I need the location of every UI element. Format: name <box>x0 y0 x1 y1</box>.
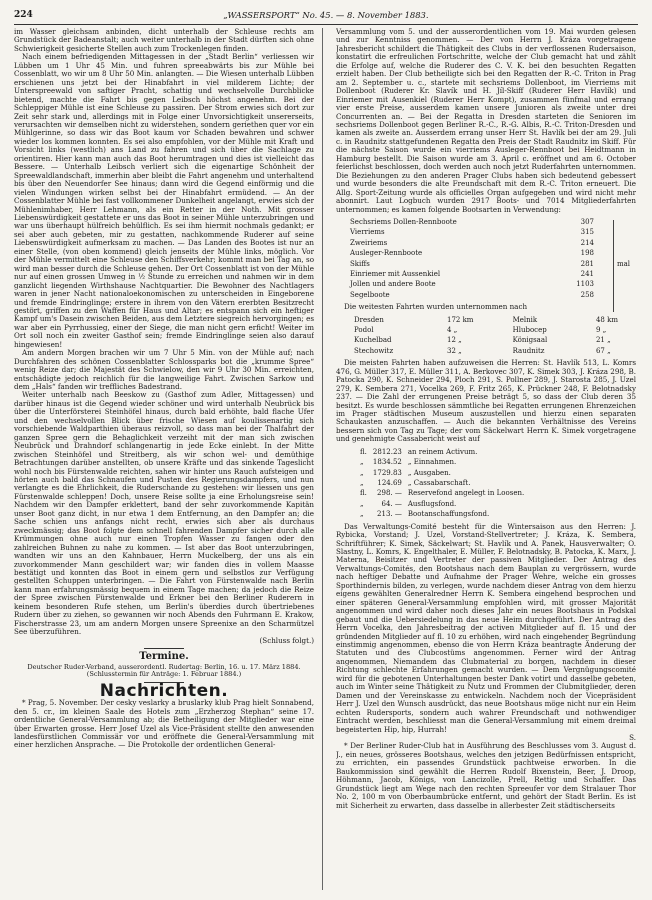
right-signature: S. <box>629 733 636 742</box>
fahrt-cell: 32 „ <box>446 346 462 355</box>
cash-cell: Reservefond angelegt in Loosen. <box>407 489 525 498</box>
cash-cell: „ Cassabarschaft. <box>407 479 471 488</box>
boats-suffix: mal <box>616 259 630 268</box>
cash-cell: „ <box>360 499 364 508</box>
column-divider <box>322 28 323 890</box>
right-paragraph-3: Das Verwaltungs-Comité besteht für die Wintersaison aus den Herren: J. Rybicka, Vorstand; J. Uzel, Vorstand-Stellvertreter; J. Kráza, K. Sembera, Schriftführer; K. Simek, Säckelwart; St. Havlík und A. Panek, Hausverwalter; O. Slastny, L. Komrs, K. Engelthaler, E. Müller, F. Belotnadsky, B. Patocka, K. Marx, J. Materna, Beisitzer und Vertreter der passiven Mitglieder. Der Antrag des Verwaltungs-Comités, den Bootshaus nach dem Bauplan zu vergrössern, wurde nach heftiger Debatte und Aufnahme der Prager Wehre, welche ein grosses Sporthindernis bilden, zu verlegen, wurde nachdem dieser Antrag von dem hierzu eigens gewählten Generalredner Herrn K. Sembera eingehend besprochen und einer späteren General-Versammlung empfohlen wird, mit grosser Majorität angenommen und wird daher noch dieses Jahr ein neues Bootshaus in Podskal gebaut und die Uebersiedelung in das neue Heim durchgeführt. Der Antrag des Herrn Vocelka, den Jahresbeitrag der activen Mitglieder auf fl. 15 und der gründenden Mitglieder auf fl. 10 zu erhöhen, wird nach eingehender Begründung einstimmig angenommen, ebenso die von Herrn Kráza beantragte Änderung der Statuten und des Clubcostüms angenommen. Ferner wird der Antrag angenommen, Niemandem das Clubmaterial zu borgen, nachdem in dieser Richtung schlechte Erfahrungen gemacht wurden. — Dem Vergnügungscomité wird für die gebotenen Unterhaltungen bester Dank votirt und dasselbe gebeten, auch im Winter seine Thätigkeit zu Nutz und Frommen der Clubmitglieder, deren Damen und der Vereinskasse zu entwickeln. Nachdem noch der Vicepräsident Herr J. Uzel den Wunsch ausdrückt, das neue Bootshaus möge nicht nur ein Heim echten Rudersports, sondern auch wahrer Freundschaft und nothwendiger Eintracht werden, beschliesst man die General-Versammlung mit einem dreimal begeisterten Hip, hip, Hurrah! <box>336 521 636 734</box>
boat-count: 241 <box>580 270 594 278</box>
publication-title: „WASSERSPORT“ No. 45. — 8. November 1883. <box>223 10 429 20</box>
fahrt-cell: 21 „ <box>595 336 611 345</box>
cash-cell: „ <box>360 468 364 477</box>
termine-text: Deutscher Ruder-Verband, ausserordentl. Rudertag: Berlin, 16. u. 17. März 1884. (Schlusstermin für Anträge: 1. Februar 1884.) <box>27 662 301 679</box>
right-intro: Versammlung vom 5. und der ausserordentlichen vom 19. Mai wurden gelesen und zur Kenntniss genommen. — Der von Herrn J. Kráza vorgetragene Jahresbericht schildert die Thätigkeit des Clubs in der verflossenen Rudersaison, konstatirt die erfreulichen Fortschritte, welche der Club gemacht hat und zählt die Erfolge auf, welche die Ruderer des C. V. K. bei den besuchten Regatten erzielt haben. Der Club betheiligte sich bei den Regatten der R.-C. Triton in Prag am 2. September u. c., startete mit sechsriems Dollenboot, im Vierriems mit Dollenboot (Ruderer Kr. Slavík und H. Jíl-Skiff (Ruderer Herr Havlík) und Einriemer mit Ausenkiel (Ruderer Herr Kompt), zusammen fünfmal und errang vier erste Preise, ausserdem kamen unsere Junioren als zweite unter drei Concurrenten an. — Bei der Regatta in Dresden starteten die Senioren im sechsriems Dollenboot gegen Berliner R.-C., R.-G. Albis, R.-C. Triton-Dresden und kamen als zweite an. Ausserdem errang unser Herr St. Havlík bei der am 29. Juli c. in Raudnitz stattgefundenen Regatta den Preis der Stadt Raudnitz im Skiff. Für die nächste Saison wurde ein vierriems Ausleger-Rennboot bei Heidtmann in Hamburg bestellt. Die Saison wurde am 3. April c. eröffnet und am 6. October feierlichst beschlossen, doch werden auch noch jetzt Ruderfahrten unternommen. Die Beziehungen zu den anderen Prager Clubs haben sich bedeutend gebessert und wurde besonders die alte Freundschaft mit dem R.-C. Triton erneuert. Die Allg. Sport-Zeitung wurde als officielles Organ aufgegeben und wird nicht mehr abonnirt. Laut Logbuch wurden 2917 Boots- und 7014 Mitgliederfahrten unternommen; es kamen folgende Bootsarten in Verwendung: <box>336 28 636 214</box>
cash-row <box>360 510 528 518</box>
cash-row <box>360 458 528 466</box>
cash-cell: 124.69 <box>377 479 402 488</box>
cash-cell: fl. <box>360 447 367 456</box>
boats-table <box>348 216 636 301</box>
boat-name: Vierriems <box>350 228 385 237</box>
fahrt-row <box>354 336 636 344</box>
cash-cell: 64. — <box>381 499 402 508</box>
section-divider <box>144 648 184 649</box>
nachrichten-title: Nachrichten. <box>99 680 229 701</box>
nachrichten-paragraph: * Prag, 5. November. Der cesky veslarky a bruslarky klub Prag hielt Sonnabend, den 5. cr., im kleinen Saale des Hotels zum „Erzherzog Stephan“ seine 17. ordentliche General-Versammlung ab; die Betheiligung der Mitglieder war eine über Erwarten grosse. Herr Josef Uzel als Vice-Präsident stellte den anwesenden landesfürstlichen Commissär vor und eröffnete die General-Versammlung mit einer herzlichen Ansprache. — Die Protokolle der ordentlichen General- <box>14 698 314 750</box>
boat-count: 214 <box>580 238 594 247</box>
boat-row <box>350 249 634 257</box>
cash-row <box>360 469 528 477</box>
article-signature: (Schluss folgt.) <box>259 635 314 645</box>
fahrt-cell: 48 km <box>595 315 618 324</box>
boat-row <box>350 218 634 226</box>
boat-row <box>350 228 634 236</box>
fahrt-cell: Dresden <box>354 315 384 324</box>
cash-cell: „ <box>360 510 364 519</box>
cash-cell: „ <box>360 458 364 467</box>
boat-name: Sechsriems Dollen-Rennboote <box>350 217 457 226</box>
cash-cell: 1834.52 <box>372 458 402 467</box>
fahrt-cell: Melnik <box>512 315 538 324</box>
cash-cell: an reinem Activum. <box>407 447 478 456</box>
boat-name: Zweiriems <box>350 238 388 247</box>
fahrt-cell: 172 km <box>446 315 474 324</box>
termine-section <box>14 653 314 679</box>
boat-count: 307 <box>580 217 594 226</box>
fahrt-cell: 9 „ <box>595 326 607 335</box>
cash-cell: „ <box>360 479 364 488</box>
cash-row <box>360 448 528 456</box>
header-rule <box>14 24 638 25</box>
boat-name: Skiffs <box>350 259 370 268</box>
fahrt-cell: Hlubocep <box>512 326 547 335</box>
boat-row <box>350 270 634 278</box>
cash-cell: 2812.23 <box>372 447 402 456</box>
fahrt-row <box>354 326 636 334</box>
fahrt-row <box>354 316 636 324</box>
fahrt-cell: Kuchelbad <box>354 336 392 345</box>
boat-count: 258 <box>580 290 594 299</box>
cash-cell: 1729.83 <box>372 468 402 477</box>
boat-name: Segelboote <box>350 290 390 299</box>
boat-count: 198 <box>580 249 594 258</box>
left-paragraph-4: Weiter unterhalb nach Beeskow zu (Gasthof zum Adler, Mittagessen) und darüber hinaus ist die Gegend wieder schöner und wird unterhalb Neubrück bis über die Unterförsterei Steinhöfel hinaus, durch bald erhöhte, bald flache Ufer und den wechselvollen Blick über frische Wiesen auf koulissenartig sich vorschiebende Waldparthien überaus reizvoll, so dass man bei der Thalfahrt der ganzen Spree gern die Behaglichkeit verzeiht mit der man sich zwischen Neubrück und Drahndorf schlangenartig in jede Ecke einlebt. In der Mitte zwischen Steinhöfel und Streitberg, als wir schon wel- und demüthige Betrachtungen darüber anstellten, ob unsere Kräfte und das sinkende Tageslicht wohl noch bis Fürstenwalde reichten, sahen wir hinter uns Rauch aufsteigen und hörten auch bald das Schnaufen und Pusten des Regierungsdampfers, und nun verlangte es die Ehrlichkeit, die Ruderschande zu gestehen: wir liessen uns gen Fürstenwalde schleppen! Doch, unsere Reise sollte ja eine Erholungsreise sein! Nachdem wir den Dampfer erklettert, band der sehr zuvorkommende Kapitän unser Boot ganz dicht, in nur etwa 1 dem Entfernung, an den Dampfer an; die Sache schien uns anfangs nicht recht, erwies sich aber als durchaus zweckmässig; das Boot folgte dem schnell fahrenden Dampfer sicher durch alle Krümmungen ohne auch nur einen Tropfen Wasser zu fangen oder den zahlreichen Buhnen zu nahe zu kommen. — Ist aber das Boot unterzubringen, wandten wir uns an den Kahnbauer, Herrn Muckelberg, der uns als ein zuvorkommender Mann geschildert war; wir fanden dies in vollem Maasse bestätigt und konnten das Boot in einem gern und selbstlos zur Verfügung gestellten Schuppen unterbringen. — Die Fahrt von Fürstenwalde nach Berlin kann man erfahrungsmässig bequem in einem Tage machen; da jedoch die Reize der Spree zwischen Fürstenwalde und Erkner bei den Berliner Ruderern in keinem besonderen Rufe stehen, um Berlin's überdies durch übertriebenes Rudern über zu ziehen, so gewannen wir noch Abends den Fuhrmann E. Krakow, Fischerstrasse 23, um am andern Morgen unsere Spreenixe an den Scharmützel See überzuführen. <box>14 390 314 637</box>
cash-cell: Ausflugsfond. <box>407 499 457 508</box>
boat-name: Einriemer mit Aussenkiel <box>350 270 441 278</box>
boat-count: 281 <box>580 259 594 268</box>
cash-cell: „ Einnahmen. <box>407 458 457 467</box>
fahrt-cell: Stechowitz <box>354 346 394 355</box>
right-column <box>336 28 636 890</box>
boat-row <box>350 239 634 247</box>
fahrt-cell: 12 „ <box>446 336 462 345</box>
termine-title: Termine. <box>139 651 189 663</box>
fahrt-cell: Raudnitz <box>512 346 545 355</box>
cash-row <box>360 500 528 508</box>
left-paragraph-1: im Wasser gleichsam anbinden, dicht unterhalb der Schleuse rechts am Grundstück der Badeanstalt; auch weiter unterhalb in der Stadt dürften sich ohne Schwierigkeit gesicherte Stellen auch zum Trockenlegen finden. <box>14 28 314 53</box>
brace-line <box>613 220 614 312</box>
cash-cell: fl. <box>360 489 367 498</box>
left-paragraph-3: Am andern Morgen brachen wir um 7 Uhr 5 Min. von der Mühle auf; nach Durchfahren des schönen Cossenblatter Schlossparks bot die „krumme Spree“ wenig Reize dar; die Majestät des Schwielow, den wir 9 Uhr 30 Min. erreichten, entschädigte jedoch reichlich für die langweilige Fahrt. Zwischen Sarkow und dem „Hals“ fanden wir treffliches Badestrand. <box>14 348 314 392</box>
fahrten-intro: Die weitesten Fahrten wurden unternommen nach <box>344 302 528 312</box>
boat-row <box>350 260 634 268</box>
boat-name: Ausleger-Rennboote <box>350 249 423 258</box>
cash-table <box>358 446 530 521</box>
fahrt-cell: 67 „ <box>595 346 611 355</box>
boat-name: Jollen und andere Boote <box>350 280 436 289</box>
fahrten-table <box>352 314 636 358</box>
cash-row <box>360 479 528 487</box>
boat-row <box>350 280 634 288</box>
right-paragraph-2: Die meisten Fahrten haben aufzuweisen die Herren: St. Havlík 513, L. Komrs 476, G. Müller 317, E. Müller 311, A. Berkovec 307, K. Simek 303, J. Kráza 298, B. Patocka 290, K. Schneider 294, Ploch 291, S. Pollner 289, J. Starosta 285, J. Uzel 279, K. Sembera 271, Vocelka 269, F. Fritz 265, K. Prückner 248, F. Belotnadsky 237. — Die Zahl der errungenen Preise beträgt 5, so dass der Club deren 35 besitzt. Es wurde beschlossen sämmtliche bei Regatten errungenen Ehrenzeichen im Prager städtischen Museum auszustellen und hierzu einen separaten Schaukasten anzuschaffen. — Auch die bekannten Verhältnisse des Vereins bessern sich von Tag zu Tage; der vom Säckelwart Herrn K. Simek vorgetragene und genehmigte Cassabericht weist auf <box>336 358 636 444</box>
right-paragraph-4: * Der Berliner Ruder-Club hat in Ausführung des Beschlusses vom 3. August d. J., ein neues, grösseres Bootshaus, welches den jetzigen Bedürfnissen entspricht, zu errichten, ein passendes Grundstück pachtweise erworben. In die Baukommission sind gewählt die Herren Rudolf Bixenstein, Beer, J. Droop, Höhmann, Jacob, Königs, von Lancizolle, Prell, Rettig und Schaffer. Das Grundstück liegt am Wege nach den rechten Spreeufer vor dem Stralauer Thor No. 2, 100 m von Oberbaumbrücke entfernt, und gehört der Stadt Berlin. Es ist mit Sicherheit zu erwarten, dass dasselbe in allerbester Zeit städtischerseits <box>336 741 636 810</box>
cash-row <box>360 489 528 497</box>
boat-count: 1103 <box>576 280 594 289</box>
left-paragraph-2: Nach einem befriedigenden Mittagessen in der „Stadt Berlin“ verliessen wir Lübben um 1 Uhr 45 Min. und fuhren spreeabwärts bis zur Mühle bei Cossenblatt, wo wir um 8 Uhr 50 Min. anlangten. — Die Wiesen unterhalb Lübben erschienen uns jetzt bei der Hinabfahrt in viel milderem Lichte; der Unterspreewald von saftiger Pracht, schattig und wechselvolle Durchblicke bietend, machte die Fahrt bis gegen Leibsch höchst angenehm. Bei der Schleppiger Mühle ist eine Schleuse zu passiren. Der Strom erwies sich dort zur Zeit sehr stark und, allerdings mit in Folge einer Unvorsichtigkeit unsererseits, verursachten wir demselben nicht zu widerstehen, sondern geriethen quer vor ein Mühlgerinne, so dass wir das Boot kaum vor Schaden bewahren und schwer wieder los kommen konnten. Es sei also empfohlen, vor der Mühle mit Kraft und Vorsicht links (westlich) ans Land zu fahren und sich über die Sachlage zu orientiren. Hier kann man auch das Boot herumtragen und dies ist vielleicht das Bessere. — Unterhalb Leibsch verliert sich die eigenartige Schönheit der Spreewaldlandschaft, immerhin aber bleibt die Fahrt angenehm und unterhaltend bis über den Neuendorfer See hinaus; dann wird die Gegend einförmig und die vielen Windungen wirken selbst bei der Hinabfahrt ermüdend. — An der Cossenblatter Mühle bei fast vollkommener Dunkelheit angelangt, erwies sich der Mühlenimhaber, Herr Lehmann, als ein Retter in der Noth. Mit grosser Liebenswürdigkeit gestattete er uns das Boot in seiner Mühle unterzubringen und war uns überhaupt hülfreich behülflich. Es sei ihm hiermit nochmals gedankt; er sei aber auch gebeten, mir zu gestatten, nachkommende Ruderer auf seine Liebenswürdigkeit aufmerksam zu machen. — Das Landen des Bootes ist nur an einer Stelle, (von oben kommend) gleich jenseits der Mühle links, möglich. Vor der Mühle vermittelt eine Schleuse den Schiffsverkehr; kommt man bei Tag an, so wird man besser durch die Schleuse gehen. Der Ort Cossenblatt ist von der Mühle nur auf einen grossen Umweg in ½ Stunde zu erreichen und nahmen wir in dem ganzlicht liegenden Wirthshause Nachtquartier. Die Bewohner des Nachtlagers waren in jener Nacht nationaloekonomischen zu unterscheiden in Eingeborene und fremde Eindringlinge; erstere in ihrem von den Vätern ererbten Besitzrecht gestört, griffen zu den Waffen für Haus und Altar; es entspann sich ein heftiger Kampf um's Dasein zwischen Beiden, aus dem Letztere siegreich hervorgingen; es war aber ein Pyrrhussieg, einer der Siege, die man nicht gern erficht! Weiter im Ort soll noch ein zweiter Gasthof sein; fremde Eindringlinge seien also darauf hingewiesen! <box>14 52 314 349</box>
fahrt-cell: Königsaal <box>512 336 548 345</box>
fahrt-cell: 4 „ <box>446 326 458 335</box>
boat-row <box>350 291 634 299</box>
cash-cell: „ Ausgaben. <box>407 468 451 477</box>
page-number: 224 <box>14 10 33 20</box>
cash-cell: Bootanschaffungsfond. <box>407 510 490 519</box>
cash-cell: 298. — <box>377 489 402 498</box>
boat-count: 315 <box>580 228 594 237</box>
boats-list <box>336 216 636 301</box>
fahrt-cell: Podol <box>354 326 374 335</box>
fahrt-row <box>354 347 636 355</box>
left-column <box>14 28 314 890</box>
cash-cell: 213. — <box>377 510 402 519</box>
page-header <box>14 10 638 24</box>
